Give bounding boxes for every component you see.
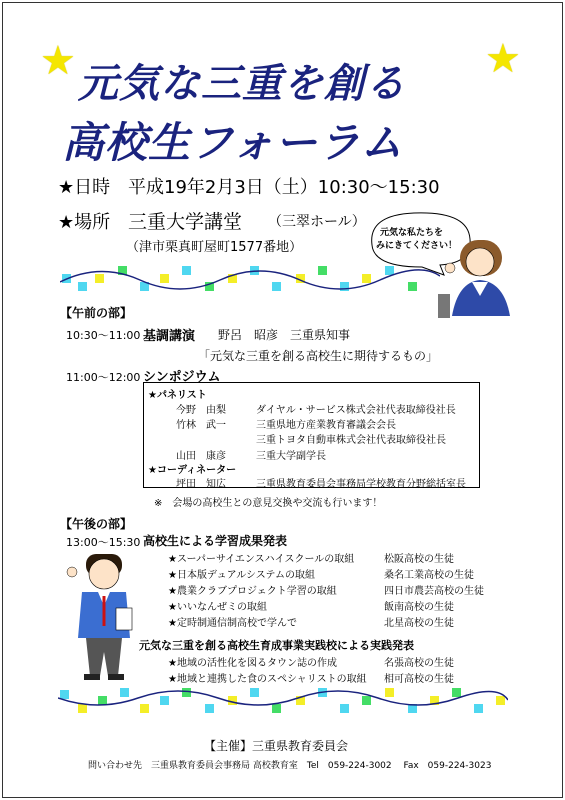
wave-line-top bbox=[60, 262, 440, 292]
panelist-role: 三重県地方産業教育審議会会長 bbox=[256, 420, 396, 431]
practice-topic: ★地域の活性化を図るタウン誌の作成 bbox=[168, 658, 337, 669]
symposium-time: 11:00〜12:00 bbox=[66, 371, 141, 384]
bubble-line1: 元気な私たちを bbox=[380, 228, 444, 238]
presentation-topic: ★いいなんぜミの取組 bbox=[168, 602, 267, 613]
morning-label: 【午前の部】 bbox=[60, 306, 133, 320]
morning-note: ※ 会場の高校生との意見交換や交流も行います！ bbox=[154, 498, 383, 509]
keynote-theme: 「元気な三重を創る高校生に期待するもの」 bbox=[198, 349, 439, 363]
presentation-topic: ★スーパーサイエンスハイスクールの取組 bbox=[168, 554, 355, 565]
symposium-title: シンポジウム bbox=[143, 370, 221, 385]
star-icon-left: ★ bbox=[40, 38, 76, 84]
date-label: ★日時 bbox=[58, 177, 111, 198]
panelist-role: ダイヤル・サービス株式会社代表取締役社長 bbox=[256, 405, 456, 416]
panelist-role: 三重大学副学長 bbox=[256, 451, 326, 462]
place-label: ★場所 bbox=[58, 212, 111, 233]
panelist-name: 山田 康彦 bbox=[176, 451, 226, 462]
afternoon-label: 【午後の部】 bbox=[60, 517, 133, 531]
panelist-heading: ★パネリスト bbox=[148, 390, 207, 401]
girl-illustration bbox=[438, 238, 518, 318]
panelist-name: 竹林 武一 bbox=[176, 420, 226, 431]
coordinator-role: 三重県教育委員会事務局学校教育分野総括室長 bbox=[256, 479, 466, 490]
presentation-school: 桑名工業高校の生徒 bbox=[384, 570, 474, 581]
practice-school: 名張高校の生徒 bbox=[384, 658, 454, 669]
coordinator-name: 坪田 知広 bbox=[176, 479, 226, 490]
contact-info: 問い合わせ先 三重県教育委員会事務局 高校教育室 Tel 059-224-3002 Fax 059-224-3023 bbox=[88, 761, 492, 771]
place-address: （津市栗真町屋町1577番地） bbox=[126, 240, 303, 255]
presentation-school: 松阪高校の生徒 bbox=[384, 554, 454, 565]
afternoon-title1: 高校生による学習成果発表 bbox=[143, 534, 288, 548]
coordinator-heading: ★コーディネーター bbox=[148, 465, 237, 476]
practice-school: 相可高校の生徒 bbox=[384, 674, 454, 685]
afternoon-title2: 元気な三重を創る高校生育成事業実践校による実践発表 bbox=[139, 639, 414, 652]
panelist-name: 今野 由梨 bbox=[176, 405, 226, 416]
keynote-speaker: 野呂 昭彦 三重県知事 bbox=[218, 328, 351, 342]
practice-topic: ★地域と連携した食のスペシャリストの取組 bbox=[168, 674, 367, 685]
host: 【主催】三重県教育委員会 bbox=[204, 739, 349, 753]
bubble-line2: みにきてください！ bbox=[376, 241, 458, 251]
presentation-school: 飯南高校の生徒 bbox=[384, 602, 454, 613]
keynote-time: 10:30〜11:00 bbox=[66, 329, 141, 342]
date-value: 平成19年2月3日（土）10:30〜15:30 bbox=[128, 177, 440, 198]
place-value: 三重大学講堂 bbox=[128, 211, 243, 233]
title-line1: 元気な三重を創る bbox=[78, 61, 406, 107]
boy-illustration bbox=[64, 552, 144, 682]
presentation-school: 四日市農芸高校の生徒 bbox=[384, 586, 484, 597]
presentation-topic: ★農業クラブプロジェクト学習の取組 bbox=[168, 586, 337, 597]
wave-line-bottom bbox=[58, 684, 508, 714]
star-icon-right: ★ bbox=[485, 36, 521, 82]
presentation-topic: ★定時制通信制高校で学んで bbox=[168, 618, 297, 629]
place-sub: （三翠ホール） bbox=[268, 214, 366, 230]
afternoon-time: 13:00〜15:30 bbox=[66, 536, 141, 549]
presentation-topic: ★日本版デュアルシステムの取組 bbox=[168, 570, 316, 581]
presentation-school: 北星高校の生徒 bbox=[384, 618, 454, 629]
title-line2: 高校生フォーラム bbox=[62, 118, 404, 167]
panelist-role: 三重トヨタ自動車株式会社代表取締役社長 bbox=[256, 435, 446, 446]
keynote-title: 基調講演 bbox=[143, 329, 196, 344]
